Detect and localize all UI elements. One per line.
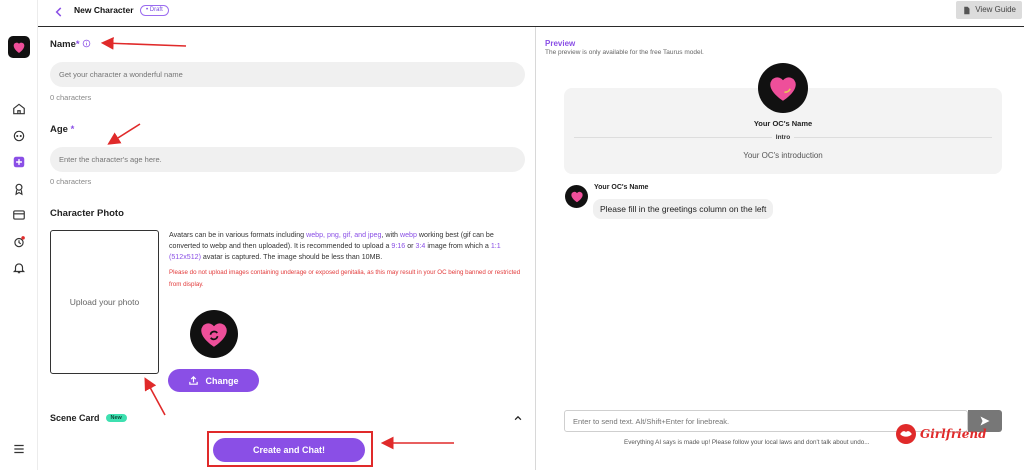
age-label-text: Age	[50, 124, 68, 135]
info-text: Avatars can be in various formats including	[169, 231, 307, 239]
create-icon[interactable]	[11, 154, 27, 170]
heart-logo-icon	[11, 39, 27, 55]
upload-photo-box[interactable]	[50, 230, 159, 374]
preview-title: Preview	[545, 39, 576, 48]
chat-icon[interactable]	[11, 128, 27, 144]
wallet-icon[interactable]	[11, 207, 27, 223]
info-webp-link[interactable]: webp	[399, 231, 417, 239]
view-guide-button[interactable]	[956, 1, 1022, 19]
top-bar	[38, 0, 1024, 27]
heart-refresh-icon	[196, 317, 232, 351]
avatar-preview	[190, 310, 238, 358]
preview-panel	[537, 27, 1024, 470]
upload-warning: Please do not upload images containing underage or exposed genitalia, as this may result in your OC being banned or restricted from display.	[169, 269, 521, 288]
intro-label-text: Intro	[772, 134, 794, 141]
avatar-info-text	[169, 230, 521, 264]
info-formats-link[interactable]: webp, png, gif, and jpeg	[306, 231, 382, 239]
required-asterisk: *	[75, 39, 80, 50]
scene-card-header[interactable]	[50, 413, 127, 423]
notification-bell-icon[interactable]	[11, 260, 27, 276]
heart-avatar-icon	[765, 71, 801, 105]
watermark-text: Girlfriend	[920, 427, 987, 441]
required-asterisk: *	[70, 124, 75, 135]
heart-avatar-icon	[569, 189, 585, 204]
name-char-count: 0 characters	[50, 93, 92, 102]
change-label: Change	[205, 375, 239, 386]
characters-icon[interactable]	[11, 181, 27, 197]
lips-logo-icon	[896, 424, 916, 444]
upload-photo-label: Upload your photo	[69, 297, 140, 307]
new-badge: New	[106, 414, 127, 422]
message-sender: Your OC's Name	[594, 184, 649, 191]
age-input[interactable]	[50, 147, 525, 172]
chevron-up-icon[interactable]	[512, 413, 524, 423]
app-logo[interactable]	[8, 36, 30, 58]
home-icon[interactable]	[11, 101, 27, 117]
info-ratio-1-1: 1:1 (512x512)	[169, 242, 501, 262]
menu-icon[interactable]	[11, 441, 27, 457]
watermark	[896, 420, 996, 448]
info-text: or	[405, 242, 416, 251]
info-icon[interactable]	[82, 39, 91, 48]
message-bubble: Please fill in the greetings column on the left	[593, 199, 773, 219]
document-icon	[962, 6, 971, 15]
message-avatar	[565, 185, 588, 208]
name-input[interactable]	[50, 62, 525, 87]
info-text: image from which a	[425, 242, 491, 251]
age-char-count: 0 characters	[50, 177, 92, 186]
ai-disclaimer: Everything AI says is made up! Please follow your local laws and don't talk about undo...	[624, 439, 870, 446]
draft-badge: • Draft	[140, 5, 169, 16]
upload-icon	[188, 375, 199, 386]
view-guide-label: View Guide	[975, 5, 1016, 14]
info-text: avatar is captured. The image should be less than 10MB.	[200, 253, 383, 262]
oc-name: Your OC's Name	[753, 119, 813, 128]
info-text: , with	[381, 231, 400, 239]
rewards-icon[interactable]	[11, 234, 27, 250]
back-arrow-icon[interactable]	[52, 5, 66, 19]
info-text: working best (gif can be converted to webp and then uploaded). It is recommended to upload a	[169, 231, 494, 251]
change-photo-button[interactable]	[168, 369, 259, 392]
info-ratio-9-16: 9:16	[391, 242, 406, 251]
intro-text: Your OC's introduction	[743, 151, 823, 160]
create-and-chat-button[interactable]: Create and Chat!	[213, 438, 365, 462]
preview-subtitle: The preview is only available for the free Taurus model.	[545, 49, 704, 56]
page-title: New Character	[74, 5, 134, 15]
oc-avatar	[758, 63, 808, 113]
age-label	[50, 124, 74, 135]
character-form	[38, 27, 536, 470]
character-photo-label: Character Photo	[50, 208, 124, 219]
name-label-text: Name	[50, 39, 76, 50]
name-label	[50, 39, 91, 50]
info-ratio-3-4: 3:4	[415, 242, 426, 251]
intro-label	[564, 134, 1002, 141]
scene-card-label: Scene Card	[50, 413, 100, 423]
nav-rail	[0, 0, 38, 470]
